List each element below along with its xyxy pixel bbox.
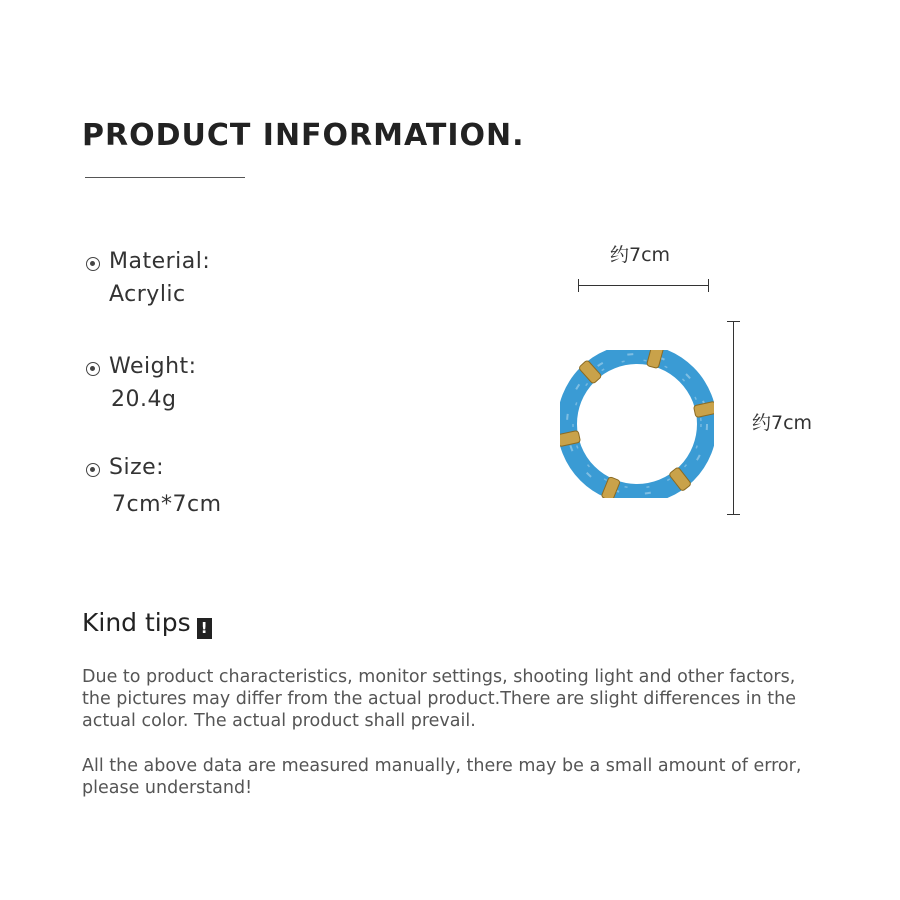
tips-paragraph: All the above data are measured manually, there may be a small amount of error, please understand! <box>82 756 802 798</box>
width-dimension-label: 约7cm <box>610 244 671 266</box>
kind-tips-heading <box>82 608 212 639</box>
width-dimension-cap <box>578 279 579 292</box>
bullet-icon <box>86 362 100 376</box>
spec-label: Weight: <box>109 354 197 379</box>
spec-value: 20.4g <box>111 387 177 412</box>
spec-label: Size: <box>109 455 165 480</box>
width-dimension-cap <box>708 279 709 292</box>
spec-value: 7cm*7cm <box>112 492 222 517</box>
exclamation-icon: ! <box>197 618 212 639</box>
bullet-icon <box>86 463 100 477</box>
height-dimension-cap <box>727 321 740 322</box>
title-underline <box>85 177 245 178</box>
bullet-icon <box>86 257 100 271</box>
kind-tips-title: Kind tips <box>82 608 191 637</box>
spec-value: Acrylic <box>109 282 186 307</box>
page-title: PRODUCT INFORMATION. <box>82 118 525 153</box>
spec-label: Material: <box>109 249 211 274</box>
bracelet-image <box>560 350 714 498</box>
width-dimension-line <box>578 285 709 286</box>
height-dimension-cap <box>727 514 740 515</box>
height-dimension-label: 约7cm <box>752 412 813 434</box>
tips-paragraph: Due to product characteristics, monitor settings, shooting light and other factors, the pictures may differ from the actual product.There are slight differences in the actual color. The actual product shall prevail. <box>82 667 796 731</box>
height-dimension-line <box>733 321 734 515</box>
